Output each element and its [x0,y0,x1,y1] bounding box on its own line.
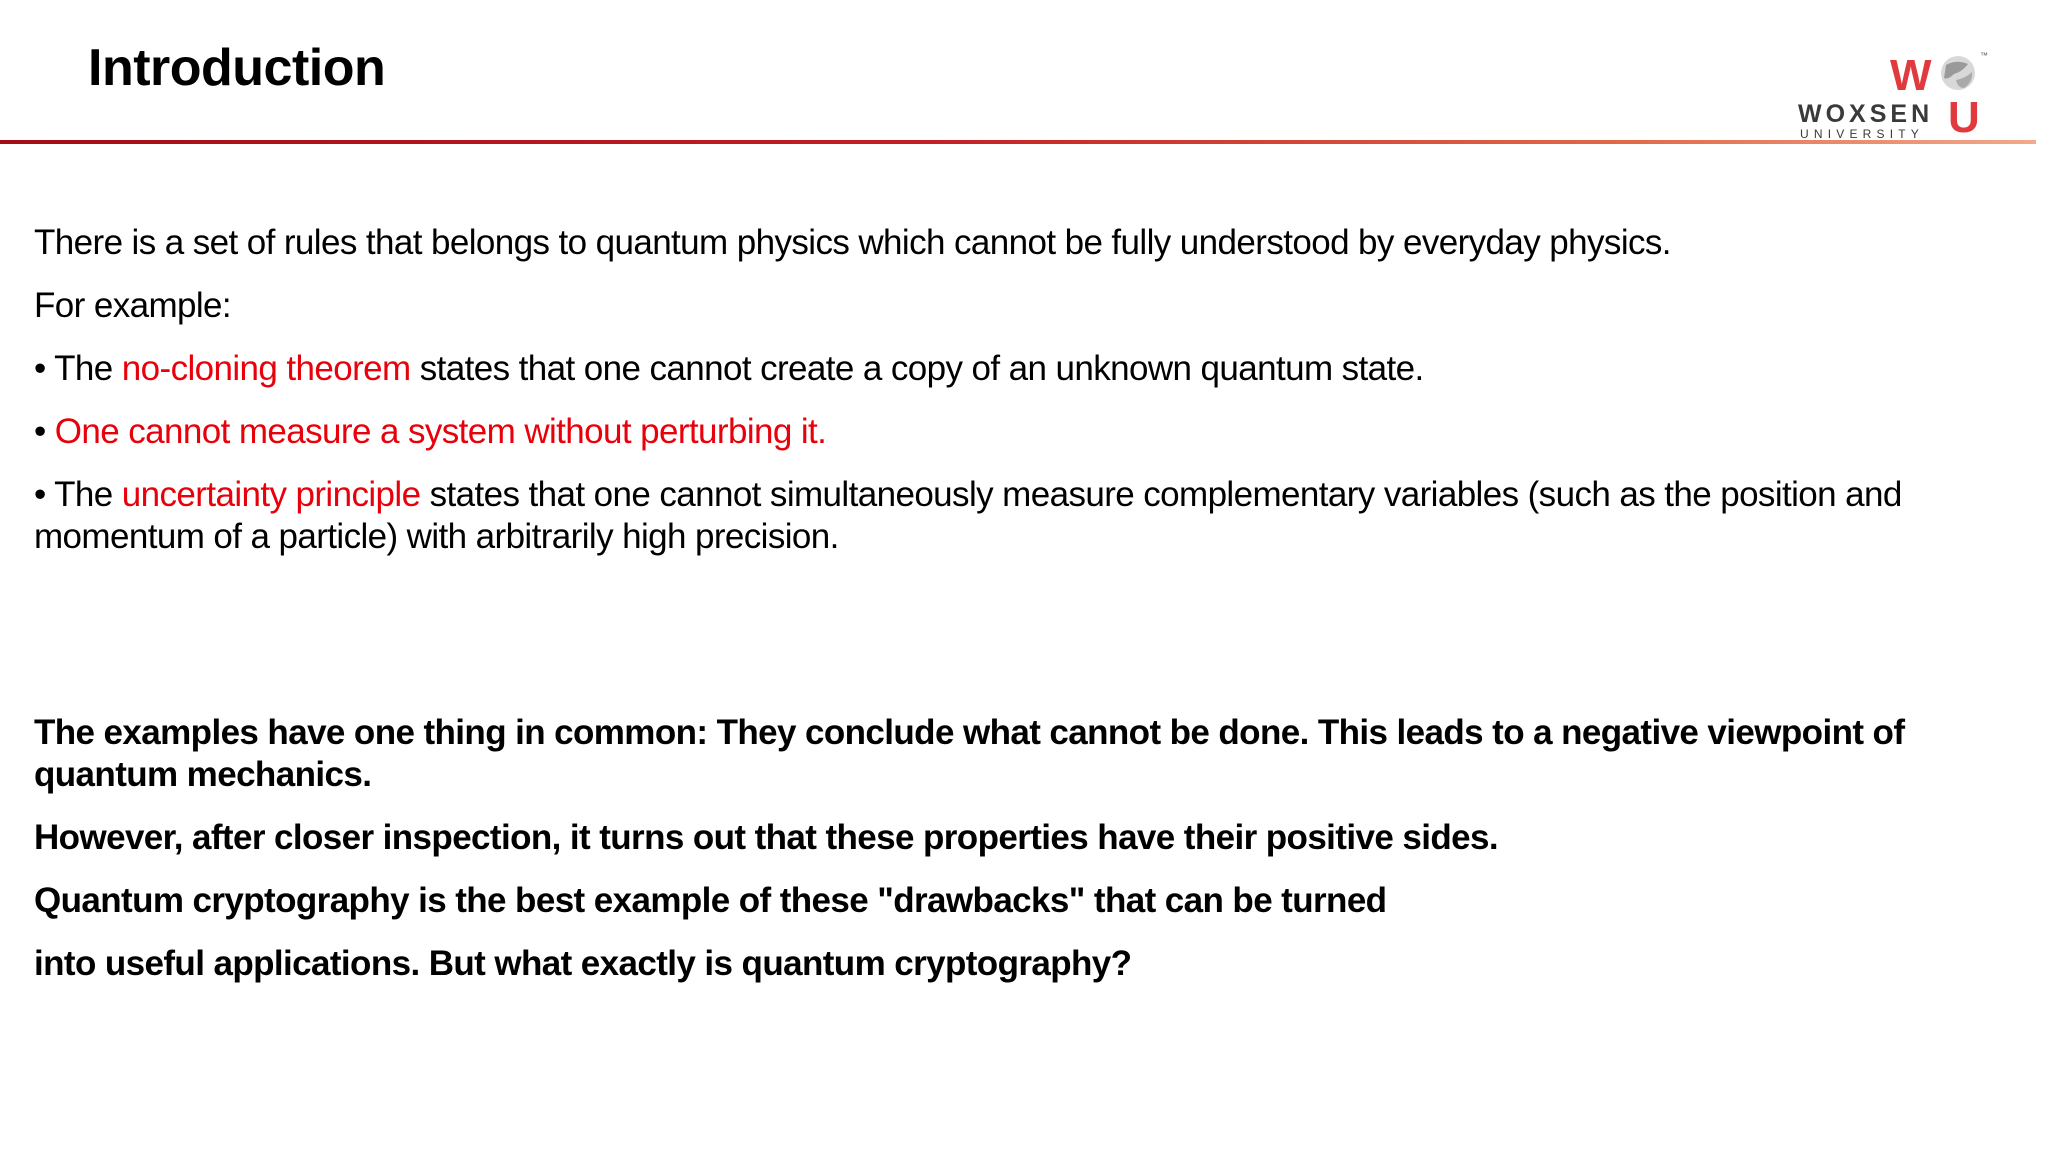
logo-tm: ™ [1980,51,1988,60]
bullet-measurement [34,411,2034,453]
bullet-uncertainty [34,474,2034,558]
logo-name: WOXSEN [1798,100,1934,128]
content-body [34,222,2034,558]
for-example-label: For example: [34,286,232,325]
conclusion-paragraph-2: However, after closer inspection, it turns out that these properties have their positive sides. [34,818,1498,857]
logo-subtitle: UNIVERSITY [1800,127,1925,140]
highlight-measurement: One cannot measure a system without perturbing it. [54,412,827,451]
bullet-prefix: • The [34,475,122,514]
conclusion-block [34,712,2044,985]
bullet-suffix: states that one cannot simultaneously measure complementary variables (such as the position and momentum of a particle) with arbitrarily high precision. [34,475,1902,556]
bullet-no-cloning [34,348,2034,390]
logo-mark-u: U [1948,93,1980,140]
woxsen-university-logo [1796,50,2026,140]
conclusion-paragraph-1: The examples have one thing in common: They conclude what cannot be done. This leads to a negative viewpoint of quantum mechanics. [34,713,1905,794]
bullet-prefix: • The [34,349,122,388]
highlight-no-cloning-theorem: no-cloning theorem [121,349,411,388]
intro-paragraph: There is a set of rules that belongs to quantum physics which cannot be fully understood by everyday physics. [34,223,1671,262]
logo-mark-w: W [1890,51,1932,100]
highlight-uncertainty-principle: uncertainty principle [121,475,421,514]
bullet-prefix: • [34,412,55,451]
conclusion-paragraph-3: Quantum cryptography is the best example of these "drawbacks" that can be turned [34,881,1387,920]
header-divider [0,140,2036,144]
conclusion-paragraph-4: into useful applications. But what exactly is quantum cryptography? [34,944,1132,983]
bullet-suffix: states that one cannot create a copy of an unknown quantum state. [410,349,1424,388]
slide-title: Introduction [88,39,386,97]
